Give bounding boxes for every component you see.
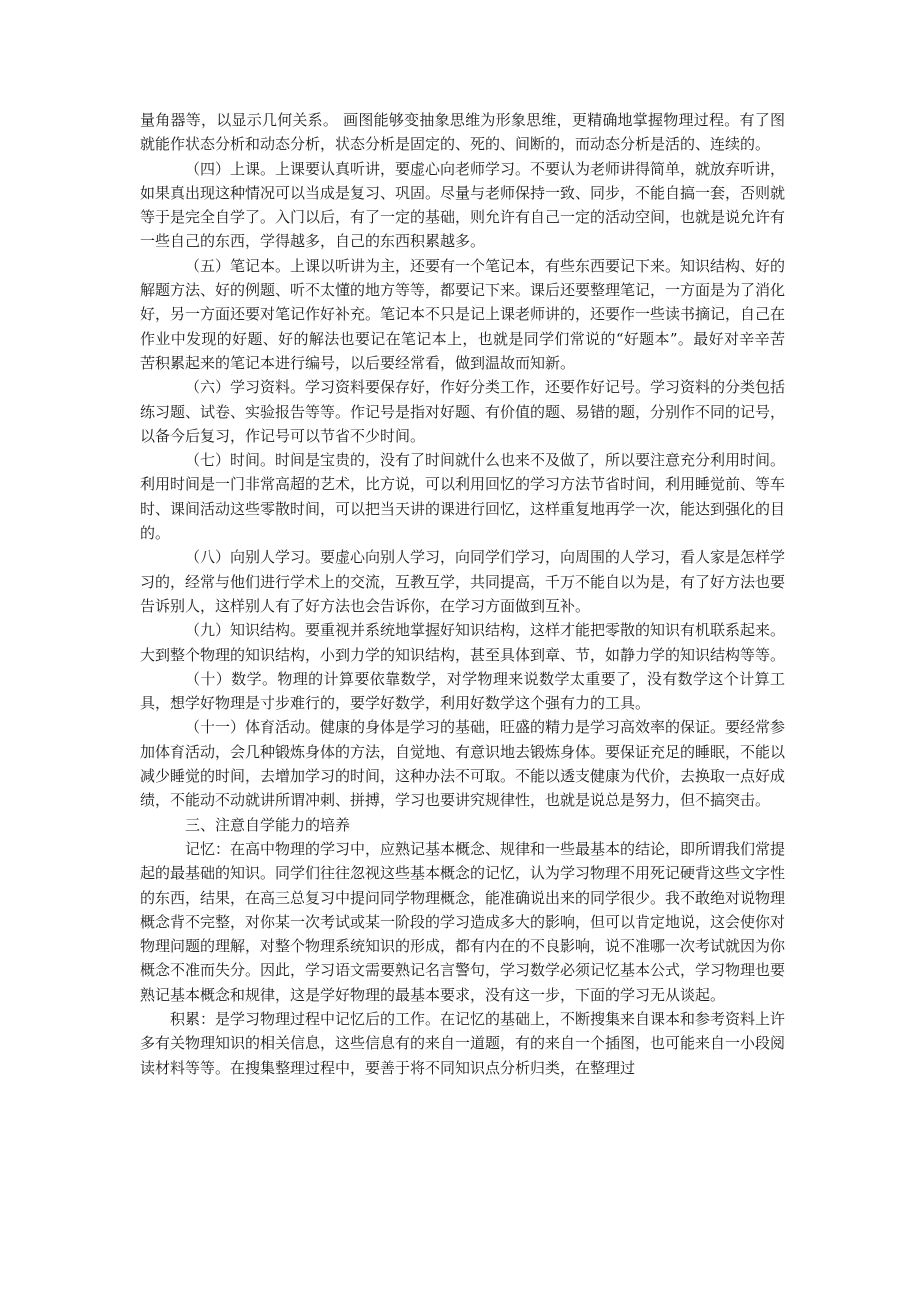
section-heading-self-study: 三、注意自学能力的培养 xyxy=(185,815,351,834)
paragraph-section-4-class: （四）上课。上课要认真听讲，要虚心向老师学习。不要认为老师讲得简单，就放弃听讲，如果真出现这种情况可以当成是复习、巩固。尽量与老师保持一致、同步，不能自搞一套，否则就等于是完全自学了。入门以后，有了一定的基础，则允许有自己一定的活动空间，也就是说允许有一些自己的东西，学得越多，自己的东西积累越多。 xyxy=(140,159,786,251)
paragraph-section-7-time: （七）时间。时间是宝贵的，没有了时间就什么也来不及做了，所以要注意充分利用时间。利用时间是一门非常高超的艺术，比方说，可以利用回忆的学习方法节省时间，利用睡觉前、等车时、课间活动这些零散时间，可以把当天讲的课进行回忆，这样重复地再学一次，能达到强化的目的。 xyxy=(140,451,786,543)
paragraph-section-10-math: （十）数学。物理的计算要依靠数学，对学物理来说数学太重要了，没有数学这个计算工具，想学好物理是寸步难行的，要学好数学，利用好数学这个强有力的工具。 xyxy=(140,669,785,713)
document-page xyxy=(140,108,785,1080)
paragraph-section-6-materials: （六）学习资料。学习资料要保存好，作好分类工作，还要作好记号。学习资料的分类包括练习题、试卷、实验报告等等。作记号是指对好题、有价值的题、易错的题，分别作不同的记号，以备今后复习，作记号可以节省不少时间。 xyxy=(140,378,786,445)
paragraph-continuation: 量角器等，以显示几何关系。 画图能够变抽象思维为形象思维，更精确地掌握物理过程。有了图就能作状态分析和动态分析，状态分析是固定的、死的、间断的，而动态分析是活的、连续的。 xyxy=(140,111,785,154)
paragraph-section-5-notebook: （五）笔记本。上课以听讲为主，还要有一个笔记本，有些东西要记下来。知识结构、好的解题方法、好的例题、听不太懂的地方等等，都要记下来。课后还要整理笔记，一方面是为了消化好，另一方面还要对笔记作好补充。笔记本不只是记上课老师讲的，还要作一些读书摘记，自己在作业中发现的好题、好的解法也要记在笔记本上，也就是同学们常说的“好题本”。最好对辛辛苦苦积累起来的笔记本进行编号，以后要经常看，做到温故而知新。 xyxy=(140,256,786,372)
paragraph-memory: 记忆：在高中物理的学习中，应熟记基本概念、规律和一些最基本的结论，即所谓我们常提起的最基础的知识。同学们往往忽视这些基本概念的记忆，认为学习物理不用死记硬背这些文字性的东西，结果，在高三总复习中提问同学物理概念，能准确说出来的同学很少。我不敢绝对说物理概念背不完整，对你某一次考试或某一阶段的学习造成多大的影响，但可以肯定地说，这会使你对物理问题的理解，对整个物理系统知识的形成，都有内在的不良影响，说不准哪一次考试就因为你概念不准而失分。因此，学习语文需要熟记名言警句，学习数学必须记忆基本公式，学习物理也要熟记基本概念和规律，这是学好物理的最基本要求，没有这一步，下面的学习无从谈起。 xyxy=(140,839,786,1004)
paragraph-section-11-sports: （十一）体育活动。健康的身体是学习的基础，旺盛的精力是学习高效率的保证。要经常参加体育活动，会几种锻炼身体的方法，自觉地、有意识地去锻炼身体。要保证充足的睡眠，不能以减少睡觉的时间，去增加学习的时间，这种办法不可取。不能以透支健康为代价，去换取一点好成绩，不能动不动就讲所谓冲刺、拼搏，学习也要讲究规律性，也就是说总是努力，但不搞突击。 xyxy=(140,718,786,810)
paragraph-section-9-knowledge-structure: （九）知识结构。要重视并系统地掌握好知识结构，这样才能把零散的知识有机联系起来。大到整个物理的知识结构，小到力学的知识结构，甚至具体到章、节，如静力学的知识结构等等。 xyxy=(140,621,786,664)
paragraph-section-8-learn-from-others: （八）向别人学习。要虚心向别人学习，向同学们学习，向周围的人学习，看人家是怎样学习的，经常与他们进行学术上的交流，互教互学，共同提高，千万不能自以为是，有了好方法也要告诉别人，这样别人有了好方法也会告诉你，在学习方面做到互补。 xyxy=(140,548,786,615)
paragraph-accumulation: 积累：是学习物理过程中记忆后的工作。在记忆的基础上，不断搜集来自课本和参考资料上许多有关物理知识的相关信息，这些信息有的来自一道题，有的来自一个插图，也可能来自一小段阅读材料等等。在搜集整理过程中，要善于将不同知识点分析归类，在整理过 xyxy=(140,1009,786,1077)
